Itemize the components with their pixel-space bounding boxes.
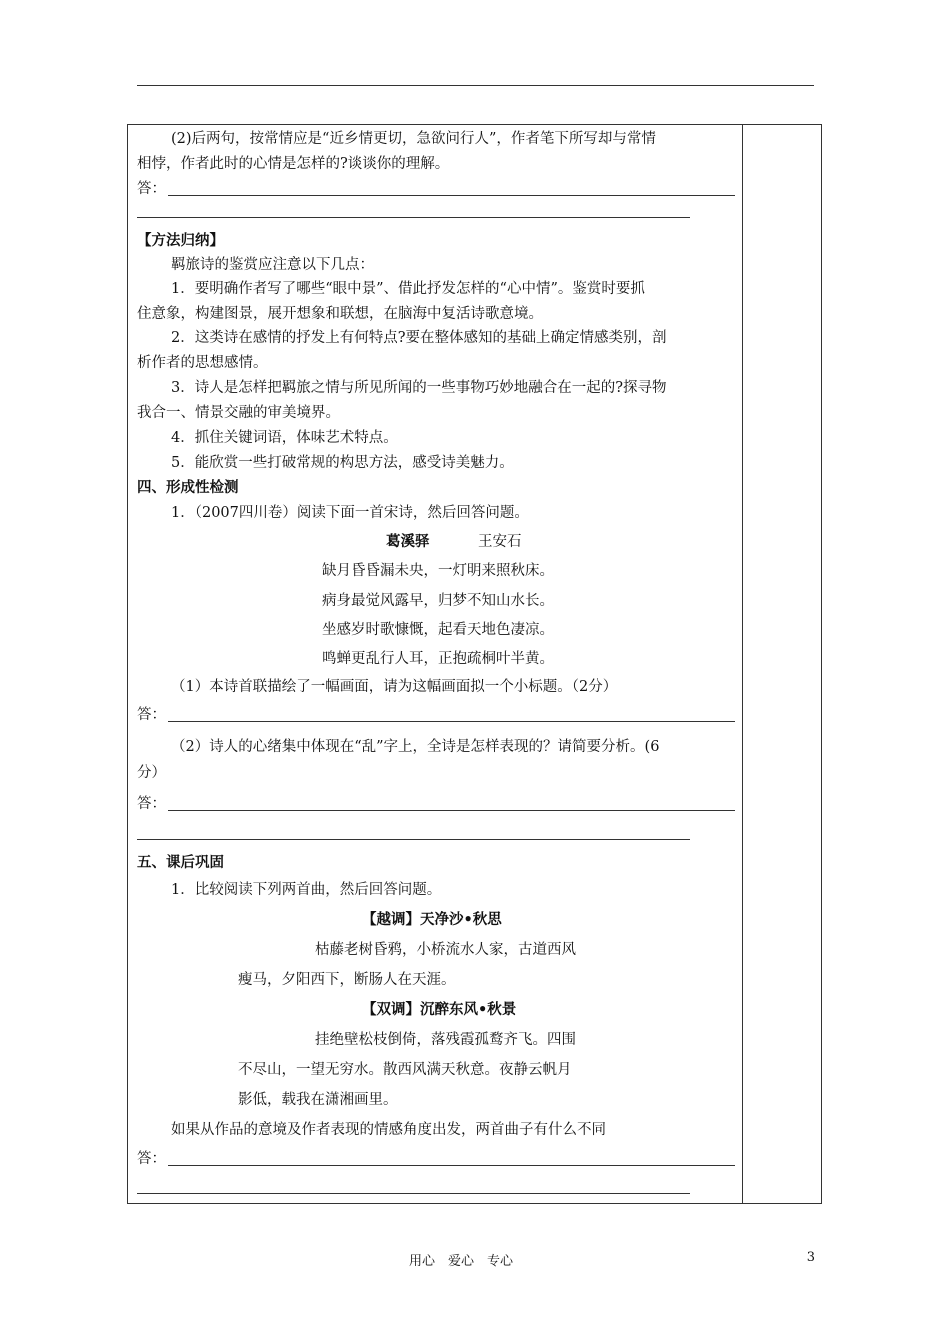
section-5-question-1: 1．比较阅读下列两首曲，然后回答问题。 bbox=[171, 882, 442, 898]
method-point-1a: 1．要明确作者写了哪些“眼中景”、借此抒发怎样的“心中情”。鉴赏时要抓 bbox=[171, 281, 645, 297]
poem-line-4: 鸣蝉更乱行人耳，正抱疏桐叶半黄。 bbox=[322, 651, 554, 667]
method-point-1b: 住意象，构建图景，展开想象和联想，在脑海中复活诗歌意境。 bbox=[137, 306, 543, 322]
answer-line-4[interactable] bbox=[137, 1149, 735, 1169]
poem-line-3: 坐感岁时歌慷慨，起看天地色凄凉。 bbox=[322, 622, 554, 638]
method-point-3a: 3．诗人是怎样把羁旅之情与所见所闻的一些事物巧妙地融合在一起的?探寻物 bbox=[171, 380, 667, 396]
page-number: 3 bbox=[806, 1250, 815, 1265]
section-5-heading: 五、课后巩固 bbox=[137, 854, 224, 871]
sub-question-1: （1）本诗首联描绘了一幅画面，请为这幅画面拟一个小标题。（2分） bbox=[171, 679, 618, 695]
blank-answer-line-3[interactable] bbox=[137, 1193, 690, 1194]
method-point-2a: 2．这类诗在感情的抒发上有何特点?要在整体感知的基础上确定情感类别，剖 bbox=[171, 330, 667, 346]
answer-line-1[interactable] bbox=[137, 179, 735, 199]
blank-answer-line-1[interactable] bbox=[137, 217, 690, 218]
sub-question-2a: （2）诗人的心绪集中体现在“乱”字上，全诗是怎样表现的？请简要分析。(6 bbox=[171, 739, 660, 755]
qu-2-title: 【双调】沉醉东风•秋景 bbox=[362, 1001, 517, 1018]
qu-2-line-2: 不尽山，一望无穷水。散西风满天秋意。夜静云帆月 bbox=[238, 1062, 572, 1078]
section-4-heading: 四、形成性检测 bbox=[137, 479, 239, 496]
section-4-question-1: 1．（2007四川卷）阅读下面一首宋诗，然后回答问题。 bbox=[171, 505, 529, 521]
answer-label: 答： bbox=[137, 796, 166, 812]
poem-author: 王安石 bbox=[478, 534, 522, 550]
sub-question-2b: 分） bbox=[137, 765, 166, 781]
answer-line-2[interactable] bbox=[137, 705, 735, 725]
qu-1-title: 【越调】天净沙•秋思 bbox=[362, 911, 502, 928]
qu-2-line-1: 挂绝壁松枝倒倚，落残霞孤鹜齐飞。四围 bbox=[315, 1032, 576, 1048]
comparison-question: 如果从作品的意境及作者表现的情感角度出发，两首曲子有什么不同 bbox=[171, 1122, 606, 1138]
answer-label: 答： bbox=[137, 707, 166, 723]
blank-answer-line-2[interactable] bbox=[137, 839, 690, 840]
method-point-5: 5．能欣赏一些打破常规的构思方法，感受诗美魅力。 bbox=[171, 455, 514, 471]
method-point-3b: 我合一、情景交融的审美境界。 bbox=[137, 405, 340, 421]
question-2-line-1: (2)后两句，按常情应是“近乡情更切，急欲问行人”，作者笔下所写却与常情 bbox=[171, 131, 656, 147]
table-column-divider bbox=[742, 125, 743, 1203]
qu-1-line-1: 枯藤老树昏鸦，小桥流水人家，古道西风 bbox=[315, 942, 576, 958]
method-point-2b: 析作者的思想感情。 bbox=[137, 355, 268, 371]
answer-label: 答： bbox=[137, 181, 166, 197]
qu-2-line-3: 影低，载我在潇湘画里。 bbox=[238, 1092, 398, 1108]
answer-line-3[interactable] bbox=[137, 794, 735, 814]
footer-text: 用心 爱心 专心 bbox=[409, 1254, 514, 1269]
qu-1-line-2: 瘦马，夕阳西下，断肠人在天涯。 bbox=[238, 972, 456, 988]
answer-label: 答： bbox=[137, 1151, 166, 1167]
method-point-4: 4．抓住关键词语，体味艺术特点。 bbox=[171, 430, 398, 446]
poem-line-2: 病身最觉风露早，归梦不知山水长。 bbox=[322, 593, 554, 609]
question-2-line-2: 相悖，作者此时的心情是怎样的?谈谈你的理解。 bbox=[137, 156, 450, 172]
method-heading: 【方法归纳】 bbox=[137, 232, 224, 249]
poem-line-1: 缺月昏昏漏未央，一灯明来照秋床。 bbox=[322, 563, 554, 579]
method-intro: 羁旅诗的鉴赏应注意以下几点： bbox=[171, 257, 374, 273]
header-rule bbox=[137, 85, 814, 86]
poem-title: 葛溪驿 bbox=[386, 533, 430, 550]
